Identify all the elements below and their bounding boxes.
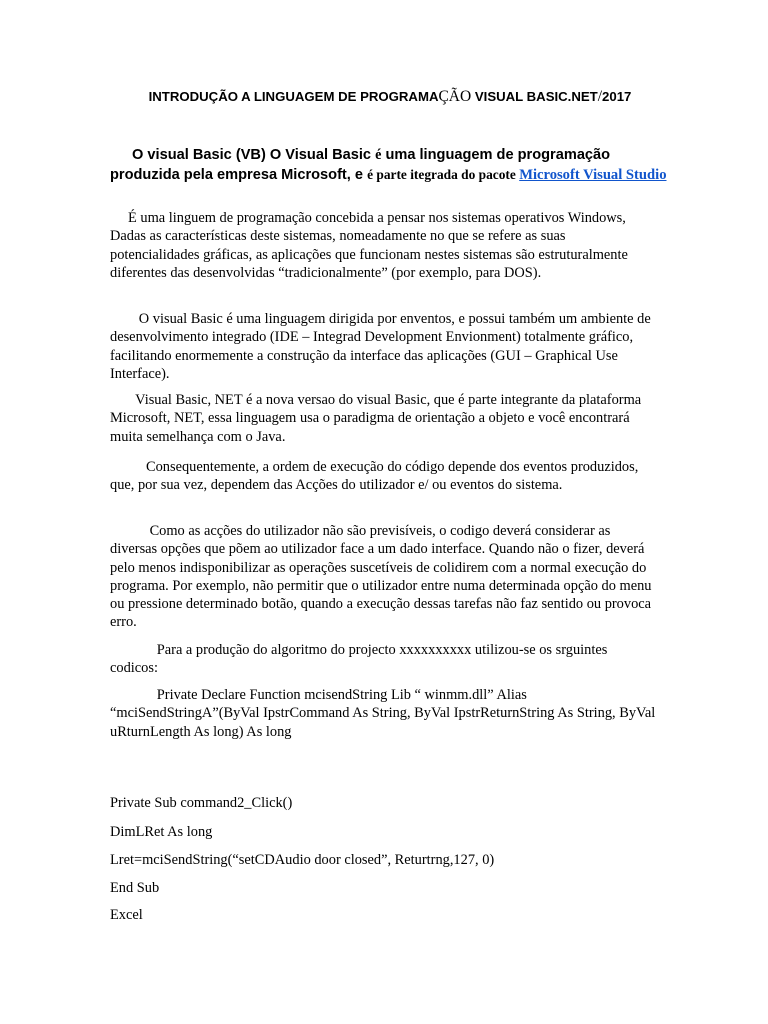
intro-tail: é parte itegrada do pacote bbox=[367, 167, 520, 182]
paragraph-4: Consequentemente, a ordem de execução do código depende dos eventos produzidos, que, por sua vez, dependem das Acções do utilizador e/ ou eventos do sistema. bbox=[110, 459, 639, 494]
microsoft-visual-studio-link[interactable]: Microsoft Visual Studio bbox=[519, 167, 667, 183]
title-slash: / bbox=[597, 88, 603, 105]
code-line: End Sub bbox=[110, 880, 160, 896]
title-text-course: VISUAL BASIC.NET bbox=[471, 89, 598, 104]
code-line: Private Sub command2_Click() bbox=[110, 795, 293, 811]
title-text: INTRODUÇÃO A LINGUAGEM DE PROGRAMA bbox=[148, 89, 439, 104]
code-line: Lret=mciSendString(“setCDAudio door closed”, Returtrng,127, 0) bbox=[110, 852, 495, 868]
paragraph-2: O visual Basic é uma linguagem dirigida por enventos, e possui também um ambiente de desenvolvimento integrado (IDE – Integrad Development Envionment) totalmente gráfico, facilitando enormemente a construção da interface das aplicações (GUI – Graphical Use Interface). bbox=[110, 311, 651, 382]
intro-mid: uma linguagem de programação produzida pela empresa Microsoft, e bbox=[110, 147, 611, 183]
paragraph-1: É uma linguem de programação concebida a pensar nos sistemas operativos Windows, Dadas as características deste sistemas, nomeadamente no que se refere as suas potencialidades gráficas, as aplicações que funcionam nestes sistemas são estruturalmente diferentes das desenvolvidas “tradicionalmente” (por exemplo, para DOS). bbox=[110, 210, 628, 281]
paragraph-6: Para a produção do algoritmo do projecto xxxxxxxxxx utilizou-se os srguintes codicos: bbox=[110, 642, 608, 677]
intro-paragraph bbox=[110, 146, 670, 185]
document-title bbox=[60, 88, 720, 106]
intro-verb: é bbox=[375, 147, 382, 163]
code-line: Excel bbox=[110, 907, 143, 923]
intro-lead: O visual Basic (VB) O Visual Basic bbox=[132, 147, 376, 163]
paragraph-3: Visual Basic, NET é a nova versao do visual Basic, que é parte integrante da plataforma Microsoft, NET, essa linguagem usa o paradigma de orientação a objeto e você encontrará muita semelhança com o Java. bbox=[110, 392, 642, 445]
title-text-serif: ÇÃO bbox=[438, 88, 472, 105]
paragraph-5: Como as acções do utilizador não são previsíveis, o codigo deverá considerar as diversas opções que põem ao utilizador face a um dado interface. Quando não o fizer, deverá pelo menos indisponibilizar as operações suscetíveis de colidirem com a normal execução do programa. Por exemplo, não permitir que o utilizador entre numa determinada opção do menu ou pressione determinado botão, quando a execução dessas tarefas não faz sentido ou provoca erro. bbox=[110, 523, 652, 631]
paragraph-7: Private Declare Function mcisendString Lib “ winmm.dll” Alias “mciSendStringA”(ByVal IpstrCommand As String, ByVal IpstrReturnString As String, ByVal uRturnLength As long) As long bbox=[110, 687, 656, 740]
code-line: DimLRet As long bbox=[110, 824, 213, 840]
title-year: 2017 bbox=[602, 89, 632, 104]
